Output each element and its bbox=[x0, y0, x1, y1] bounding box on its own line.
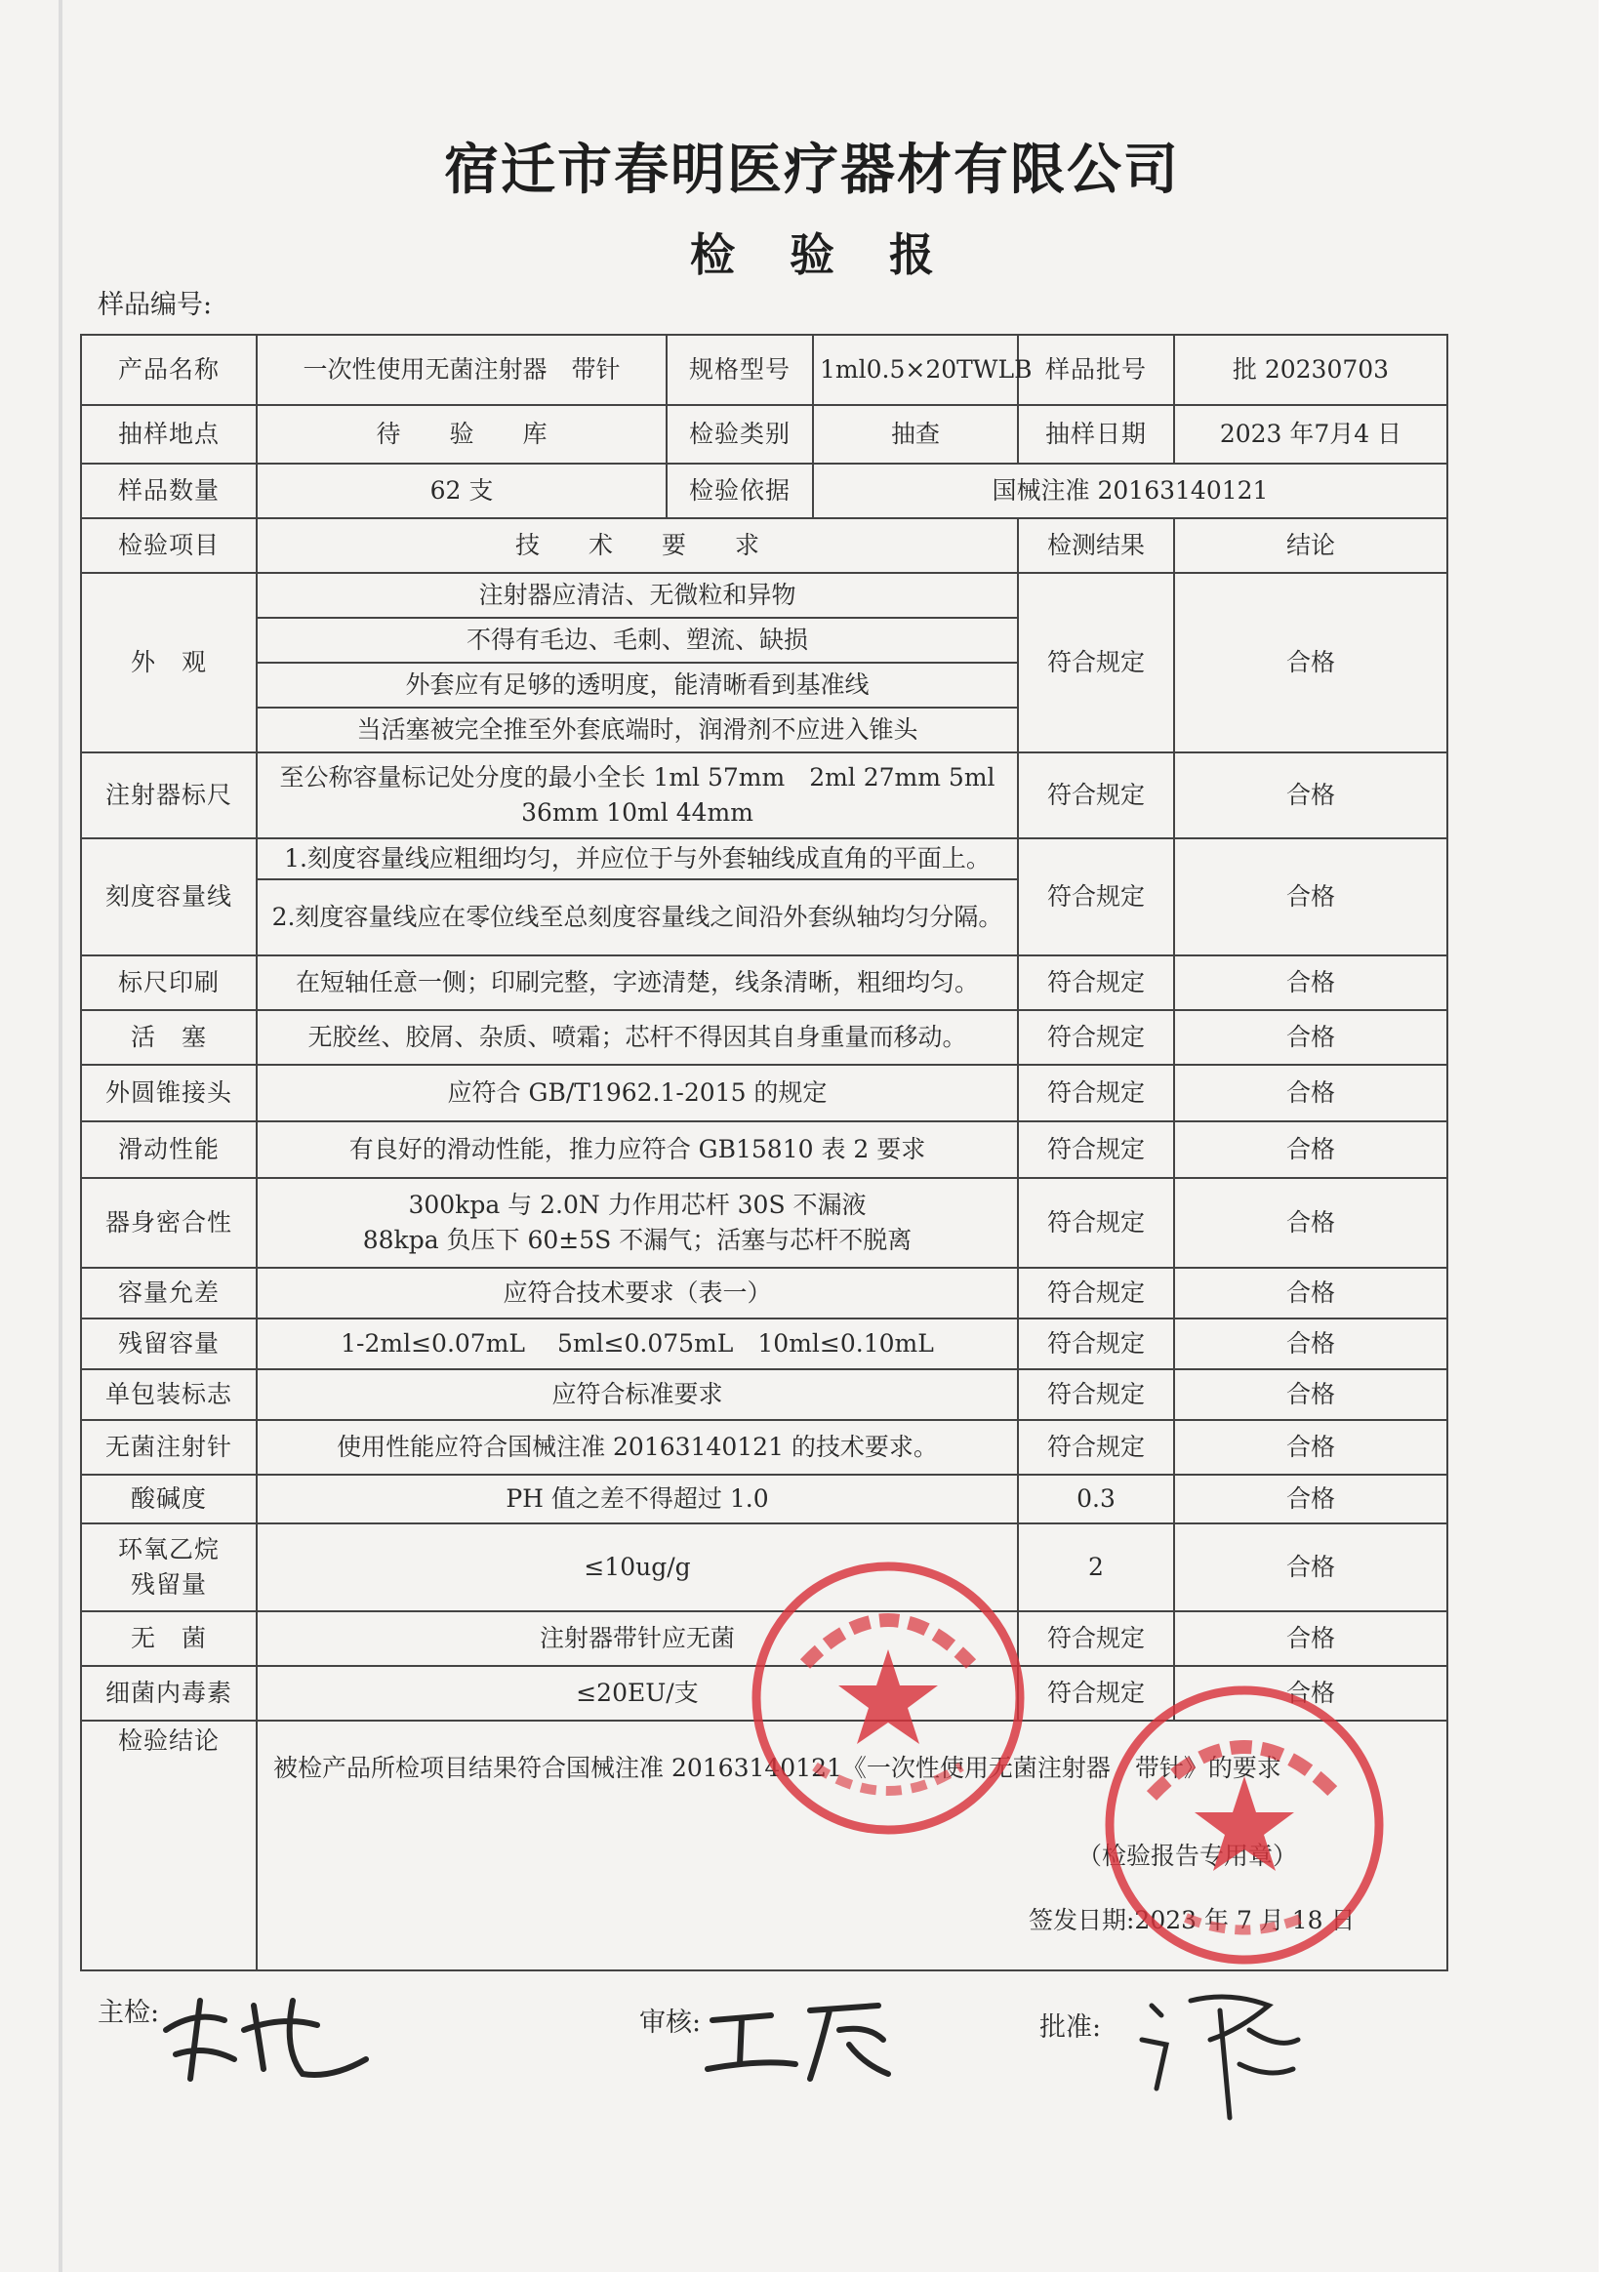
info-row-sampling bbox=[81, 405, 1447, 464]
requirement-cell: 不得有毛边、毛刺、塑流、缺损 bbox=[257, 618, 1018, 663]
requirement-cell: 外套应有足够的透明度，能清晰看到基准线 bbox=[257, 663, 1018, 708]
requirement-cell: 应符合 GB/T1962.1-2015 的规定 bbox=[257, 1065, 1018, 1121]
result-cell: 符合规定 bbox=[1018, 1319, 1174, 1369]
approver-label: 批准: bbox=[1039, 2012, 1102, 2043]
result-cell: 符合规定 bbox=[1018, 1121, 1174, 1178]
conclusion-cell: 合格 bbox=[1174, 573, 1447, 752]
requirement-cell: 有良好的滑动性能，推力应符合 GB15810 表 2 要求 bbox=[257, 1121, 1018, 1178]
item-ph: 酸碱度 bbox=[81, 1475, 257, 1523]
table-row bbox=[81, 838, 1447, 879]
quantity-label: 样品数量 bbox=[81, 464, 257, 518]
requirement-cell: 注射器带针应无菌 bbox=[257, 1611, 1018, 1666]
conclusion-cell: 合格 bbox=[1174, 1666, 1447, 1721]
conclusion-cell: 合格 bbox=[1174, 752, 1447, 838]
col-header-requirement: 技 术 要 求 bbox=[257, 518, 1018, 573]
requirement-cell: ≤10ug/g bbox=[257, 1523, 1018, 1611]
batch-label: 样品批号 bbox=[1018, 335, 1174, 405]
requirement-cell: 当活塞被完全推至外套底端时，润滑剂不应进入锥头 bbox=[257, 708, 1018, 752]
item-luer: 外圆锥接头 bbox=[81, 1065, 257, 1121]
result-cell: 符合规定 bbox=[1018, 752, 1174, 838]
result-cell: 符合规定 bbox=[1018, 1268, 1174, 1319]
requirement-cell: 在短轴任意一侧；印刷完整，字迹清楚，线条清晰，粗细均匀。 bbox=[257, 955, 1018, 1010]
conclusion-cell: 合格 bbox=[1174, 1475, 1447, 1523]
requirement-cell: 注射器应清洁、无微粒和异物 bbox=[257, 573, 1018, 618]
result-cell: 符合规定 bbox=[1018, 1666, 1174, 1721]
company-name: 宿迁市春明医疗器材有限公司 bbox=[444, 138, 1180, 202]
conclusion-cell: 合格 bbox=[1174, 1121, 1447, 1178]
conclusion-cell: 合格 bbox=[1174, 955, 1447, 1010]
basis-label: 检验依据 bbox=[667, 464, 813, 518]
table-row bbox=[81, 1369, 1447, 1420]
result-cell: 符合规定 bbox=[1018, 573, 1174, 752]
result-cell: 符合规定 bbox=[1018, 955, 1174, 1010]
sampling-date-label: 抽样日期 bbox=[1018, 405, 1174, 464]
item-piston: 活 塞 bbox=[81, 1010, 257, 1065]
result-cell: 0.3 bbox=[1018, 1475, 1174, 1523]
item-graduation: 刻度容量线 bbox=[81, 838, 257, 955]
conclusion-cell: 合格 bbox=[1174, 1319, 1447, 1369]
verdict-issue-date: 签发日期:2023 年 7 月 18 日 bbox=[1029, 1906, 1356, 1935]
table-row bbox=[81, 955, 1447, 1010]
requirement-cell: 无胶丝、胶屑、杂质、喷霜；芯杆不得因其自身重量而移动。 bbox=[257, 1010, 1018, 1065]
inspector-label: 主检: bbox=[98, 1998, 160, 2028]
item-endotoxin: 细菌内毒素 bbox=[81, 1666, 257, 1721]
item-sterile: 无 菌 bbox=[81, 1611, 257, 1666]
paper-left-edge bbox=[59, 0, 62, 2272]
requirement-cell: 应符合标准要求 bbox=[257, 1369, 1018, 1420]
table-row bbox=[81, 1268, 1447, 1319]
requirement-cell: 1.刻度容量线应粗细均匀，并应位于与外套轴线成直角的平面上。 bbox=[257, 838, 1018, 879]
requirement-line: 88kpa 负压下 60±5S 不漏气；活塞与芯杆不脱离 bbox=[362, 1226, 913, 1255]
table-row bbox=[81, 1420, 1447, 1475]
column-header-row bbox=[81, 518, 1447, 573]
requirement-cell: PH 值之差不得超过 1.0 bbox=[257, 1475, 1018, 1523]
item-residual: 残留容量 bbox=[81, 1319, 257, 1369]
verdict-text: 被检产品所检项目结果符合国械注准 20163140121《一次性使用无菌注射器 带针》的要求 bbox=[273, 1754, 1281, 1783]
table-row bbox=[81, 1475, 1447, 1523]
table-row bbox=[81, 573, 1447, 618]
table-row bbox=[81, 1010, 1447, 1065]
requirement-cell bbox=[257, 1178, 1018, 1268]
report-title: 检 验 报 bbox=[689, 228, 935, 281]
product-name-value: 一次性使用无菌注射器 带针 bbox=[257, 335, 667, 405]
reviewer-signature bbox=[703, 1991, 898, 2089]
inspection-report-seal-stamp bbox=[1098, 1679, 1391, 1971]
result-cell: 符合规定 bbox=[1018, 1065, 1174, 1121]
item-sliding: 滑动性能 bbox=[81, 1121, 257, 1178]
spec-label: 规格型号 bbox=[667, 335, 813, 405]
info-row-product bbox=[81, 335, 1447, 405]
table-row bbox=[81, 1178, 1447, 1268]
item-eo-line1: 环氧乙烷 bbox=[117, 1535, 220, 1563]
product-name-label: 产品名称 bbox=[81, 335, 257, 405]
conclusion-cell: 合格 bbox=[1174, 1369, 1447, 1420]
result-cell: 符合规定 bbox=[1018, 838, 1174, 955]
conclusion-cell: 合格 bbox=[1174, 1611, 1447, 1666]
item-printing: 标尺印刷 bbox=[81, 955, 257, 1010]
verdict-label: 检验结论 bbox=[81, 1721, 257, 1970]
conclusion-cell: 合格 bbox=[1174, 1420, 1447, 1475]
requirement-cell: 1-2ml≤0.07mL 5ml≤0.075mL 10ml≤0.10mL bbox=[257, 1319, 1018, 1369]
requirement-cell: 至公称容量标记处分度的最小全长 1ml 57mm 2ml 27mm 5ml 36mm 10ml 44mm bbox=[257, 752, 1018, 838]
result-cell: 符合规定 bbox=[1018, 1611, 1174, 1666]
table-row bbox=[81, 1319, 1447, 1369]
requirement-cell: ≤20EU/支 bbox=[257, 1666, 1018, 1721]
requirement-cell: 应符合技术要求（表一） bbox=[257, 1268, 1018, 1319]
requirement-line: 300kpa 与 2.0N 力作用芯杆 30S 不漏液 bbox=[408, 1191, 867, 1219]
col-header-result: 检测结果 bbox=[1018, 518, 1174, 573]
conclusion-cell: 合格 bbox=[1174, 1523, 1447, 1611]
inspection-type-value: 抽查 bbox=[813, 405, 1018, 464]
result-cell: 符合规定 bbox=[1018, 1010, 1174, 1065]
item-sealing: 器身密合性 bbox=[81, 1178, 257, 1268]
conclusion-cell: 合格 bbox=[1174, 1268, 1447, 1319]
info-row-quantity bbox=[81, 464, 1447, 518]
reviewer-label: 审核: bbox=[639, 2008, 702, 2038]
approver-signature bbox=[1122, 1971, 1308, 2128]
spec-value: 1ml0.5×20TWLB bbox=[813, 335, 1018, 405]
sampling-date-value: 2023 年7月4 日 bbox=[1174, 405, 1447, 464]
item-tolerance: 容量允差 bbox=[81, 1268, 257, 1319]
sample-number-label: 样品编号: bbox=[98, 290, 213, 320]
company-seal-stamp bbox=[747, 1557, 1030, 1840]
item-appearance: 外 观 bbox=[81, 573, 257, 752]
item-needle: 无菌注射针 bbox=[81, 1420, 257, 1475]
sampling-place-label: 抽样地点 bbox=[81, 405, 257, 464]
sampling-place-value: 待 验 库 bbox=[257, 405, 667, 464]
item-scale: 注射器标尺 bbox=[81, 752, 257, 838]
verdict-stamp-label: （检验报告专用章） bbox=[1077, 1842, 1298, 1871]
conclusion-cell: 合格 bbox=[1174, 1178, 1447, 1268]
conclusion-cell: 合格 bbox=[1174, 1065, 1447, 1121]
conclusion-cell: 合格 bbox=[1174, 1010, 1447, 1065]
table-row bbox=[81, 1065, 1447, 1121]
batch-value: 批 20230703 bbox=[1174, 335, 1447, 405]
item-eo-line2: 残留量 bbox=[130, 1570, 207, 1600]
result-cell: 符合规定 bbox=[1018, 1178, 1174, 1268]
quantity-value: 62 支 bbox=[257, 464, 667, 518]
conclusion-cell: 合格 bbox=[1174, 838, 1447, 955]
requirement-cell: 2.刻度容量线应在零位线至总刻度容量线之间沿外套纵轴均匀分隔。 bbox=[257, 879, 1018, 955]
result-cell: 2 bbox=[1018, 1523, 1174, 1611]
basis-value: 国械注准 20163140121 bbox=[813, 464, 1447, 518]
result-cell: 符合规定 bbox=[1018, 1420, 1174, 1475]
inspector-signature bbox=[146, 1971, 381, 2089]
table-row bbox=[81, 1121, 1447, 1178]
paper-right-edge bbox=[1599, 0, 1624, 2272]
item-eo bbox=[81, 1523, 257, 1611]
table-row bbox=[81, 752, 1447, 838]
requirement-cell: 使用性能应符合国械注准 20163140121 的技术要求。 bbox=[257, 1420, 1018, 1475]
inspection-type-label: 检验类别 bbox=[667, 405, 813, 464]
item-packaging: 单包装标志 bbox=[81, 1369, 257, 1420]
col-header-conclusion: 结论 bbox=[1174, 518, 1447, 573]
col-header-item: 检验项目 bbox=[81, 518, 257, 573]
result-cell: 符合规定 bbox=[1018, 1369, 1174, 1420]
